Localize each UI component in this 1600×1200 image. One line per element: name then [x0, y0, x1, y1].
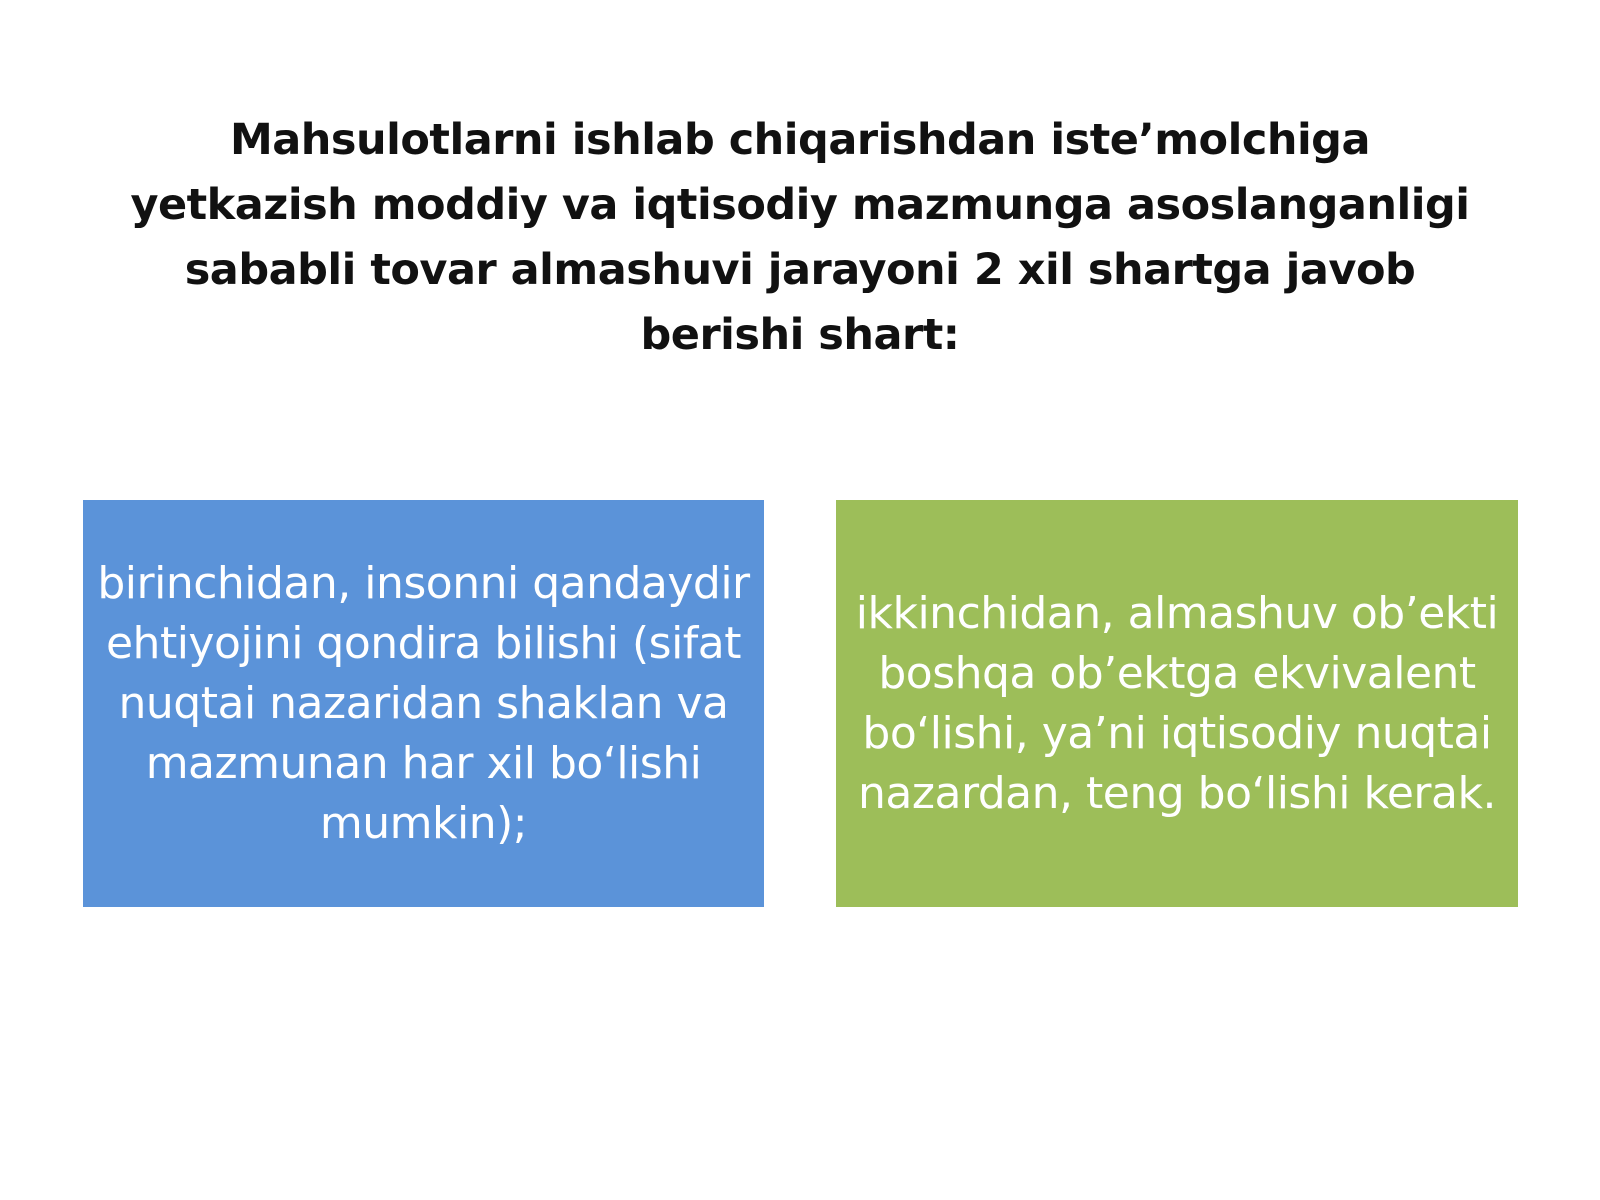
condition-box-second: [836, 500, 1518, 907]
condition-text-second: ikkinchidan, almashuv ob’ekti boshqa ob’ektga ekvivalent bo‘lishi, ya’ni iqtisodiy nuqtai nazardan, teng bo‘lishi kerak.: [855, 587, 1499, 819]
condition-text-first: birinchidan, insonni qandaydir ehtiyojini qondira bilishi (sifat nuqtai nazaridan shaklan va mazmunan har xil bo‘lishi mumkin);: [97, 557, 750, 849]
condition-box-first: [83, 500, 764, 907]
slide-title: Mahsulotlarni ishlab chiqarishdan iste’molchiga yetkazish moddiy va iqtisodiy mazmunga asoslanganligi sababli tovar almashuvi jarayoni 2 xil shartga javob berishi shart:: [130, 115, 1470, 360]
